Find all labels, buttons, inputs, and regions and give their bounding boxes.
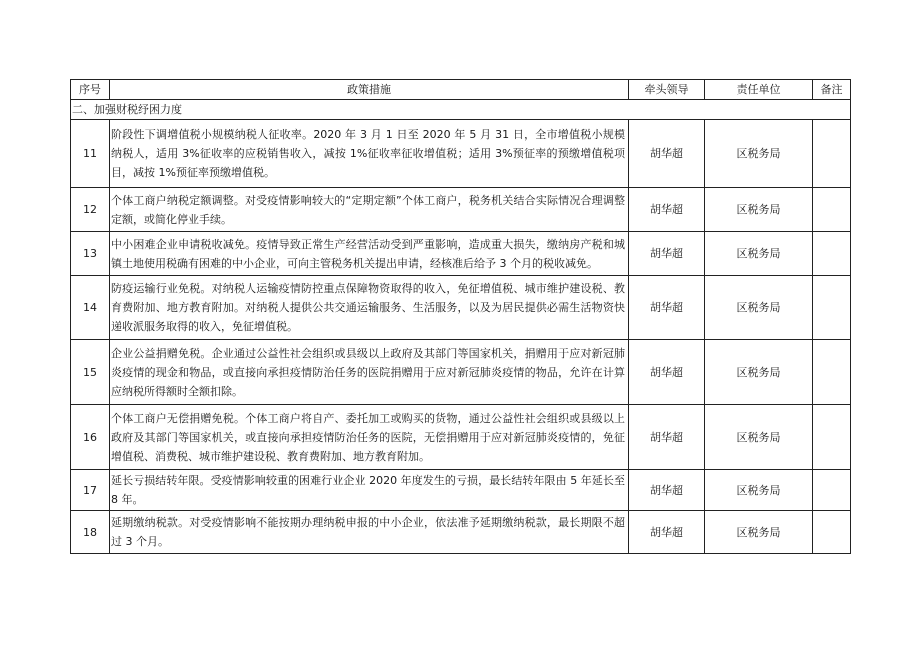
row-unit: 区税务局	[705, 232, 813, 276]
row-leader: 胡华超	[629, 470, 705, 511]
row-leader: 胡华超	[629, 120, 705, 188]
row-no: 12	[71, 188, 110, 232]
section-row	[71, 100, 851, 120]
header-measure: 政策措施	[110, 80, 629, 100]
row-no: 11	[71, 120, 110, 188]
row-measure: 企业公益捐赠免税。企业通过公益性社会组织或县级以上政府及其部门等国家机关，捐赠用于应对新冠肺炎疫情的现金和物品，或直接向承担疫情防治任务的医院捐赠用于应对新冠肺炎疫情的物品，允许在计算应纳税所得额时全额扣除。	[110, 340, 629, 405]
document-page	[70, 79, 850, 554]
row-measure: 个体工商户无偿捐赠免税。个体工商户将自产、委托加工或购买的货物，通过公益性社会组织或县级以上政府及其部门等国家机关，或直接向承担疫情防治任务的医院，无偿捐赠用于应对新冠肺炎疫情的，免征增值税、消费税、城市维护建设税、教育费附加、地方教育附加。	[110, 405, 629, 470]
row-measure: 防疫运输行业免税。对纳税人运输疫情防控重点保障物资取得的收入，免征增值税、城市维护建设税、教育费附加、地方教育附加。对纳税人提供公共交通运输服务、生活服务，以及为居民提供必需生活物资快递收派服务取得的收入，免征增值税。	[110, 276, 629, 340]
row-no: 14	[71, 276, 110, 340]
row-leader: 胡华超	[629, 232, 705, 276]
row-no: 15	[71, 340, 110, 405]
table-row	[71, 470, 851, 511]
header-no: 序号	[71, 80, 110, 100]
row-leader: 胡华超	[629, 276, 705, 340]
table-row	[71, 511, 851, 554]
row-note	[813, 470, 851, 511]
row-leader: 胡华超	[629, 188, 705, 232]
row-note	[813, 511, 851, 554]
row-unit: 区税务局	[705, 511, 813, 554]
row-note	[813, 276, 851, 340]
row-no: 17	[71, 470, 110, 511]
row-measure: 个体工商户纳税定额调整。对受疫情影响较大的“定期定额”个体工商户，税务机关结合实际情况合理调整定额，或简化停业手续。	[110, 188, 629, 232]
table-row	[71, 276, 851, 340]
section-title: 二、加强财税纾困力度	[71, 100, 851, 120]
row-note	[813, 232, 851, 276]
header-leader: 牵头领导	[629, 80, 705, 100]
row-measure: 延期缴纳税款。对受疫情影响不能按期办理纳税申报的中小企业，依法准予延期缴纳税款，最长期限不超过 3 个月。	[110, 511, 629, 554]
row-unit: 区税务局	[705, 405, 813, 470]
row-note	[813, 188, 851, 232]
policy-table	[70, 79, 851, 554]
row-unit: 区税务局	[705, 340, 813, 405]
row-leader: 胡华超	[629, 511, 705, 554]
row-leader: 胡华超	[629, 405, 705, 470]
row-no: 18	[71, 511, 110, 554]
header-row	[71, 80, 851, 100]
row-no: 16	[71, 405, 110, 470]
row-measure: 阶段性下调增值税小规模纳税人征收率。2020 年 3 月 1 日至 2020 年 5 月 31 日，全市增值税小规模纳税人，适用 3%征收率的应税销售收入，减按 1%征收率征收增值税；适用 3%预征率的预缴增值税项目，减按 1%预征率预缴增值税。	[110, 120, 629, 188]
row-unit: 区税务局	[705, 276, 813, 340]
row-note	[813, 120, 851, 188]
row-measure: 延长亏损结转年限。受疫情影响较重的困难行业企业 2020 年度发生的亏损，最长结转年限由 5 年延长至 8 年。	[110, 470, 629, 511]
row-unit: 区税务局	[705, 188, 813, 232]
row-leader: 胡华超	[629, 340, 705, 405]
row-measure: 中小困难企业申请税收减免。疫情导致正常生产经营活动受到严重影响，造成重大损失，缴纳房产税和城镇土地使用税确有困难的中小企业，可向主管税务机关提出申请，经核准后给予 3 个月的税收减免。	[110, 232, 629, 276]
row-note	[813, 405, 851, 470]
row-unit: 区税务局	[705, 470, 813, 511]
header-note: 备注	[813, 80, 851, 100]
table-row	[71, 405, 851, 470]
row-note	[813, 340, 851, 405]
table-row	[71, 340, 851, 405]
row-no: 13	[71, 232, 110, 276]
table-row	[71, 188, 851, 232]
header-unit: 责任单位	[705, 80, 813, 100]
table-row	[71, 232, 851, 276]
table-row	[71, 120, 851, 188]
row-unit: 区税务局	[705, 120, 813, 188]
